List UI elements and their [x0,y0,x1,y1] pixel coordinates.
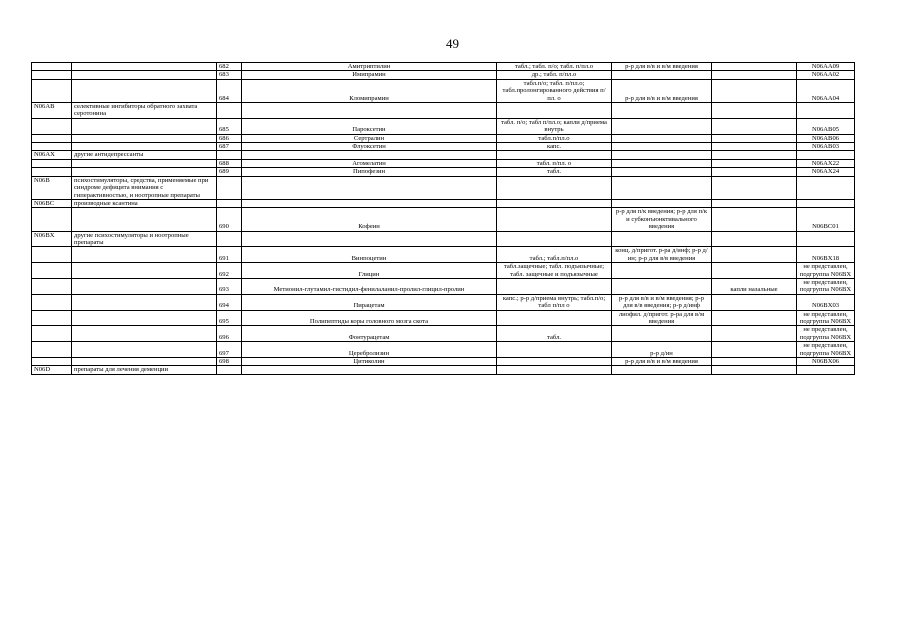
other-form-cell [712,143,797,151]
drug-name-cell: Сертралин [242,134,497,142]
atc-code-cell: N06AB03 [797,143,855,151]
group-description-cell: селективные ингибиторы обратного захвата серотонина [72,103,217,119]
injection-form-cell [612,263,712,279]
table-row [32,342,855,358]
injection-form-cell [612,199,712,207]
atc-group-code-cell: N06AX [32,151,72,159]
atc-group-code-cell [32,326,72,342]
dosage-form-cell: др.; табл. п/пл.о [497,71,612,79]
group-description-cell: другие психостимуляторы и ноотропные препараты [72,231,217,247]
row-number-cell: 695 [217,310,242,326]
injection-form-cell: конц. д/пригот. р-ра д/инф; р-р д/ин; р-р для в/в введения [612,247,712,263]
table-row [32,358,855,366]
row-number-cell: 688 [217,159,242,167]
group-header-row [32,231,855,247]
other-form-cell [712,118,797,134]
injection-form-cell [612,134,712,142]
drug-name-cell [242,151,497,159]
group-description-cell [72,294,217,310]
other-form-cell [712,263,797,279]
row-number-cell: 697 [217,342,242,358]
atc-code-cell: не представлен, подгруппа N06BX [797,278,855,294]
dosage-form-cell [497,103,612,119]
row-number-cell: 685 [217,118,242,134]
atc-code-cell: N06AX24 [797,168,855,176]
atc-group-code-cell: N06D [32,366,72,374]
atc-group-code-cell [32,134,72,142]
drug-name-cell [242,176,497,199]
injection-form-cell [612,326,712,342]
dosage-form-cell [497,231,612,247]
table-row [32,168,855,176]
table-row [32,134,855,142]
atc-group-code-cell [32,294,72,310]
dosage-form-cell: табл.; табл.п/пл.о [497,247,612,263]
dosage-form-cell: табл.защечные; табл. подъязычные; табл. защечные и подъязычные [497,263,612,279]
table-row [32,278,855,294]
group-description-cell: производные ксантина [72,199,217,207]
dosage-form-cell [497,342,612,358]
atc-group-code-cell [32,143,72,151]
atc-code-cell: не представлен, подгруппа N06BX [797,342,855,358]
atc-code-cell [797,151,855,159]
drug-name-cell: Глицин [242,263,497,279]
table-row [32,79,855,102]
group-description-cell [72,118,217,134]
atc-group-code-cell [32,278,72,294]
atc-code-cell: N06BC01 [797,208,855,231]
group-description-cell [72,326,217,342]
atc-code-cell: N06AX22 [797,159,855,167]
row-number-cell: 689 [217,168,242,176]
row-number-cell: 691 [217,247,242,263]
atc-group-code-cell [32,247,72,263]
drug-name-cell [242,199,497,207]
row-number-cell [217,199,242,207]
other-form-cell [712,366,797,374]
dosage-form-cell: табл.; табл. п/о; табл. п/пл.о [497,63,612,71]
atc-group-code-cell: N06BC [32,199,72,207]
row-number-cell [217,103,242,119]
drug-name-cell: Церебролизин [242,342,497,358]
drug-name-cell: Кломипрамин [242,79,497,102]
group-description-cell [72,342,217,358]
row-number-cell: 694 [217,294,242,310]
other-form-cell [712,247,797,263]
table-row [32,208,855,231]
row-number-cell [217,366,242,374]
row-number-cell: 696 [217,326,242,342]
atc-code-cell [797,231,855,247]
injection-form-cell [612,231,712,247]
drug-name-cell: Метионил-глутамил-гистидил-фенилаланил-пролил-глицил-пролин [242,278,497,294]
other-form-cell [712,63,797,71]
atc-code-cell: N06BX03 [797,294,855,310]
group-header-row [32,151,855,159]
row-number-cell: 690 [217,208,242,231]
atc-group-code-cell: N06AB [32,103,72,119]
table-row [32,71,855,79]
injection-form-cell [612,118,712,134]
atc-group-code-cell [32,358,72,366]
dosage-form-cell: табл. [497,168,612,176]
table-row [32,263,855,279]
atc-group-code-cell [32,71,72,79]
dosage-form-cell: табл. п/пл. о [497,159,612,167]
dosage-form-cell [497,151,612,159]
dosage-form-cell: табл. п/о; табл п/пл.о; капли д/приема внутрь [497,118,612,134]
dosage-form-cell: табл. [497,326,612,342]
dosage-form-cell: табл.п/о; табл. п/пл.о; табл.пролонгированного действия п/пл. о [497,79,612,102]
atc-code-cell [797,103,855,119]
atc-group-code-cell [32,63,72,71]
atc-code-cell: не представлен, подгруппа N06BX [797,326,855,342]
injection-form-cell [612,366,712,374]
atc-code-cell: N06BX18 [797,247,855,263]
injection-form-cell [612,103,712,119]
drug-name-cell: Пароксетин [242,118,497,134]
table-row [32,118,855,134]
group-description-cell: психостимуляторы, средства, применяемые при синдроме дефицита внимания с гиперактивностью, и ноотропные препараты [72,176,217,199]
atc-group-code-cell [32,118,72,134]
table-row [32,326,855,342]
other-form-cell [712,79,797,102]
group-description-cell [72,71,217,79]
table-row [32,143,855,151]
drug-name-cell: Флуоксетин [242,143,497,151]
atc-code-cell: не представлен, подгруппа N06BX [797,263,855,279]
group-description-cell: препараты для лечения деменции [72,366,217,374]
row-number-cell: 698 [217,358,242,366]
other-form-cell [712,326,797,342]
table-row [32,294,855,310]
other-form-cell [712,168,797,176]
dosage-form-cell [497,358,612,366]
dosage-form-cell [497,176,612,199]
row-number-cell: 692 [217,263,242,279]
injection-form-cell [612,278,712,294]
group-description-cell [72,247,217,263]
drug-name-cell: Фонтурацетам [242,326,497,342]
injection-form-cell: р-р для в/в и в/м введения [612,63,712,71]
other-form-cell [712,151,797,159]
group-description-cell [72,63,217,71]
group-description-cell [72,263,217,279]
atc-code-cell: N06AA02 [797,71,855,79]
injection-form-cell: р-р для в/в и в/м введения [612,358,712,366]
other-form-cell [712,208,797,231]
other-form-cell [712,176,797,199]
group-description-cell: другие антидепрессанты [72,151,217,159]
atc-group-code-cell [32,342,72,358]
atc-code-cell [797,176,855,199]
drug-name-cell: Цитиколин [242,358,497,366]
atc-code-cell [797,199,855,207]
row-number-cell: 686 [217,134,242,142]
group-description-cell [72,79,217,102]
group-description-cell [72,358,217,366]
group-description-cell [72,168,217,176]
table-body [32,63,855,375]
group-header-row [32,366,855,374]
drug-name-cell [242,231,497,247]
table-row [32,159,855,167]
row-number-cell [217,176,242,199]
other-form-cell [712,134,797,142]
row-number-cell: 687 [217,143,242,151]
group-header-row [32,103,855,119]
injection-form-cell [612,159,712,167]
injection-form-cell: р-р д/ин [612,342,712,358]
injection-form-cell [612,151,712,159]
group-description-cell [72,208,217,231]
dosage-form-cell [497,199,612,207]
atc-code-cell: N06AA04 [797,79,855,102]
atc-code-cell: N06AB06 [797,134,855,142]
atc-group-code-cell [32,79,72,102]
other-form-cell [712,159,797,167]
atc-code-cell: не представлен, подгруппа N06BX [797,310,855,326]
other-form-cell [712,310,797,326]
table-row [32,63,855,71]
other-form-cell [712,294,797,310]
row-number-cell: 693 [217,278,242,294]
group-description-cell [72,159,217,167]
drug-name-cell: Имипрамин [242,71,497,79]
atc-code-cell: N06AB05 [797,118,855,134]
group-description-cell [72,278,217,294]
dosage-form-cell [497,278,612,294]
dosage-form-cell: капс.; р-р д/приема внутрь; табл.п/о; табл п/пл о [497,294,612,310]
other-form-cell [712,103,797,119]
atc-group-code-cell [32,208,72,231]
atc-code-cell: N06BX06 [797,358,855,366]
dosage-form-cell [497,310,612,326]
group-description-cell [72,310,217,326]
injection-form-cell [612,168,712,176]
group-header-row [32,176,855,199]
other-form-cell [712,71,797,79]
dosage-form-cell: капс. [497,143,612,151]
row-number-cell: 683 [217,71,242,79]
other-form-cell [712,342,797,358]
other-form-cell [712,358,797,366]
dosage-form-cell [497,208,612,231]
table-row [32,310,855,326]
atc-group-code-cell [32,159,72,167]
drug-name-cell: Полипептиды коры головного мозга скота [242,310,497,326]
injection-form-cell: р-р для п/к введения; р-р для п/к и субконъюнктивального введения [612,208,712,231]
table-row [32,247,855,263]
drug-name-cell: Агомелатин [242,159,497,167]
atc-code-cell [797,366,855,374]
atc-group-code-cell: N06BX [32,231,72,247]
dosage-form-cell [497,366,612,374]
drug-name-cell [242,103,497,119]
other-form-cell: капли назальные [712,278,797,294]
injection-form-cell [612,71,712,79]
other-form-cell [712,199,797,207]
atc-code-cell: N06AA09 [797,63,855,71]
row-number-cell [217,151,242,159]
drug-name-cell [242,366,497,374]
row-number-cell: 682 [217,63,242,71]
injection-form-cell: р-р для в/в и в/м введения [612,79,712,102]
page-number: 49 [446,36,459,51]
group-description-cell [72,143,217,151]
row-number-cell: 684 [217,79,242,102]
other-form-cell [712,231,797,247]
atc-group-code-cell: N06B [32,176,72,199]
group-description-cell [72,134,217,142]
injection-form-cell: р-р для в/в и в/м введения; р-р для в/в введения; р-р д/инф [612,294,712,310]
drug-table [31,62,855,375]
injection-form-cell: лиофил. д/пригот. р-ра для в/м введения [612,310,712,326]
group-header-row [32,199,855,207]
atc-group-code-cell [32,263,72,279]
atc-group-code-cell [32,168,72,176]
drug-name-cell: Амитриптилин [242,63,497,71]
injection-form-cell [612,176,712,199]
drug-name-cell: Винпоцетин [242,247,497,263]
drug-name-cell: Пипофезин [242,168,497,176]
injection-form-cell [612,143,712,151]
atc-group-code-cell [32,310,72,326]
drug-name-cell: Кофеин [242,208,497,231]
row-number-cell [217,231,242,247]
dosage-form-cell: табл.п/пл.о [497,134,612,142]
drug-name-cell: Пирацетам [242,294,497,310]
